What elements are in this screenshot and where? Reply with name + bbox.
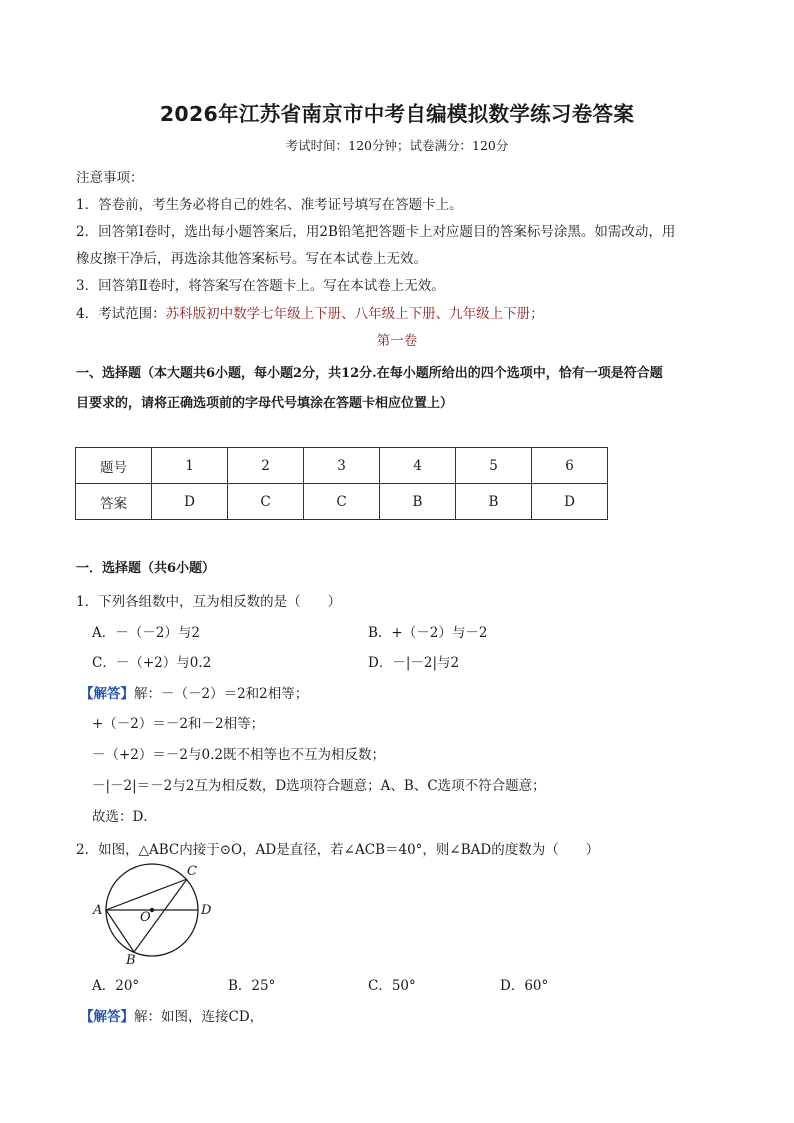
section-heading-line1: 一、选择题（本大题共6小题，每小题2分，共12分.在每小题所给出的四个选项中，恰有一项是符合题: [76, 366, 663, 381]
table-cell: 题号: [76, 448, 152, 484]
question-1-option-a: A．－（－2）与2: [92, 625, 200, 641]
table-cell: B: [380, 484, 456, 520]
circle-figure: [90, 860, 220, 966]
volume-label: 第一卷: [376, 333, 418, 349]
label-a: A: [93, 903, 103, 918]
exam-info: 考试时间：120分钟；试卷满分：120分: [285, 138, 509, 153]
label-c: C: [187, 864, 197, 879]
table-cell: 4: [380, 448, 456, 484]
note-item-4: [76, 302, 544, 322]
answer-tag: 【解答】: [80, 1009, 134, 1025]
label-b: B: [126, 953, 136, 966]
note-item-2-line1: 2．回答第Ⅰ卷时，选出每小题答案后，用2B铅笔把答题卡上对应题目的答案标号涂黑。如需改动，用: [76, 224, 676, 240]
table-cell: 1: [152, 448, 228, 484]
question-2-option-a: A．20°: [92, 978, 140, 994]
solution-text: 解：－（－2）＝2和2相等；: [134, 686, 309, 702]
label-d: D: [201, 903, 212, 918]
question-1-option-b: B．+（－2）与－2: [368, 625, 488, 641]
table-cell: D: [532, 484, 608, 520]
part-heading: 一．选择题（共6小题）: [76, 561, 216, 576]
segment-ab: [106, 910, 134, 952]
question-1-solution-line4: －|－2|＝－2与2互为相反数，D选项符合题意；A、B、C选项不符合题意；: [92, 778, 546, 794]
table-cell: 2: [228, 448, 304, 484]
note-item-1: 1．答卷前，考生务必将自己的姓名、准考证号填写在答题卡上。: [76, 197, 463, 213]
table-row: [76, 484, 608, 520]
question-1-solution-line2: +（－2）＝－2和－2相等；: [92, 716, 265, 732]
table-cell: D: [152, 484, 228, 520]
question-1-solution-line1: [80, 682, 308, 702]
question-2-solution-line1: [80, 1005, 263, 1025]
question-1-conclusion: 故选：D．: [92, 809, 157, 825]
question-1-stem: 1．下列各组数中，互为相反数的是（ ）: [76, 594, 342, 610]
answer-table: [75, 447, 608, 520]
table-cell: C: [304, 484, 380, 520]
notes-heading: 注意事项：: [76, 170, 144, 186]
label-o: O: [140, 910, 151, 925]
note-item-2-line2: 橡皮擦干净后，再选涂其他答案标号。写在本试卷上无效。: [76, 251, 427, 267]
table-cell: B: [456, 484, 532, 520]
table-cell: 3: [304, 448, 380, 484]
table-cell: 5: [456, 448, 532, 484]
note-item-4-prefix: 4．考试范围：: [76, 306, 166, 322]
question-2-option-c: C．50°: [368, 978, 416, 994]
question-1-option-d: D．－|－2|与2: [368, 655, 460, 671]
question-1-solution-line3: －（+2）＝－2与0.2既不相等也不互为相反数；: [92, 747, 385, 763]
table-cell: 6: [532, 448, 608, 484]
table-row: [76, 448, 608, 484]
segment-ac: [106, 879, 187, 910]
note-item-3: 3．回答第Ⅱ卷时，将答案写在答题卡上。写在本试卷上无效。: [76, 278, 445, 294]
section-heading-line2: 目要求的，请将正确选项前的字母代号填涂在答题卡相应位置上）: [76, 396, 454, 411]
solution-text: 解：如图，连接CD，: [134, 1009, 264, 1025]
question-2-option-b: B．25°: [228, 978, 276, 994]
exam-scope: 苏科版初中数学七年级上下册、八年级上下册、九年级上下册；: [165, 306, 544, 322]
question-2-stem: 2．如图，△ABC内接于⊙O，AD是直径，若∠ACB＝40°，则∠BAD的度数为（ ）: [76, 842, 600, 858]
answer-tag: 【解答】: [80, 686, 134, 702]
document-title: 2026年江苏省南京市中考自编模拟数学练习卷答案: [159, 102, 635, 126]
question-1-option-c: C．－（+2）与0.2: [92, 655, 212, 671]
table-cell: C: [228, 484, 304, 520]
question-2-option-d: D．60°: [500, 978, 549, 994]
table-cell: 答案: [76, 484, 152, 520]
